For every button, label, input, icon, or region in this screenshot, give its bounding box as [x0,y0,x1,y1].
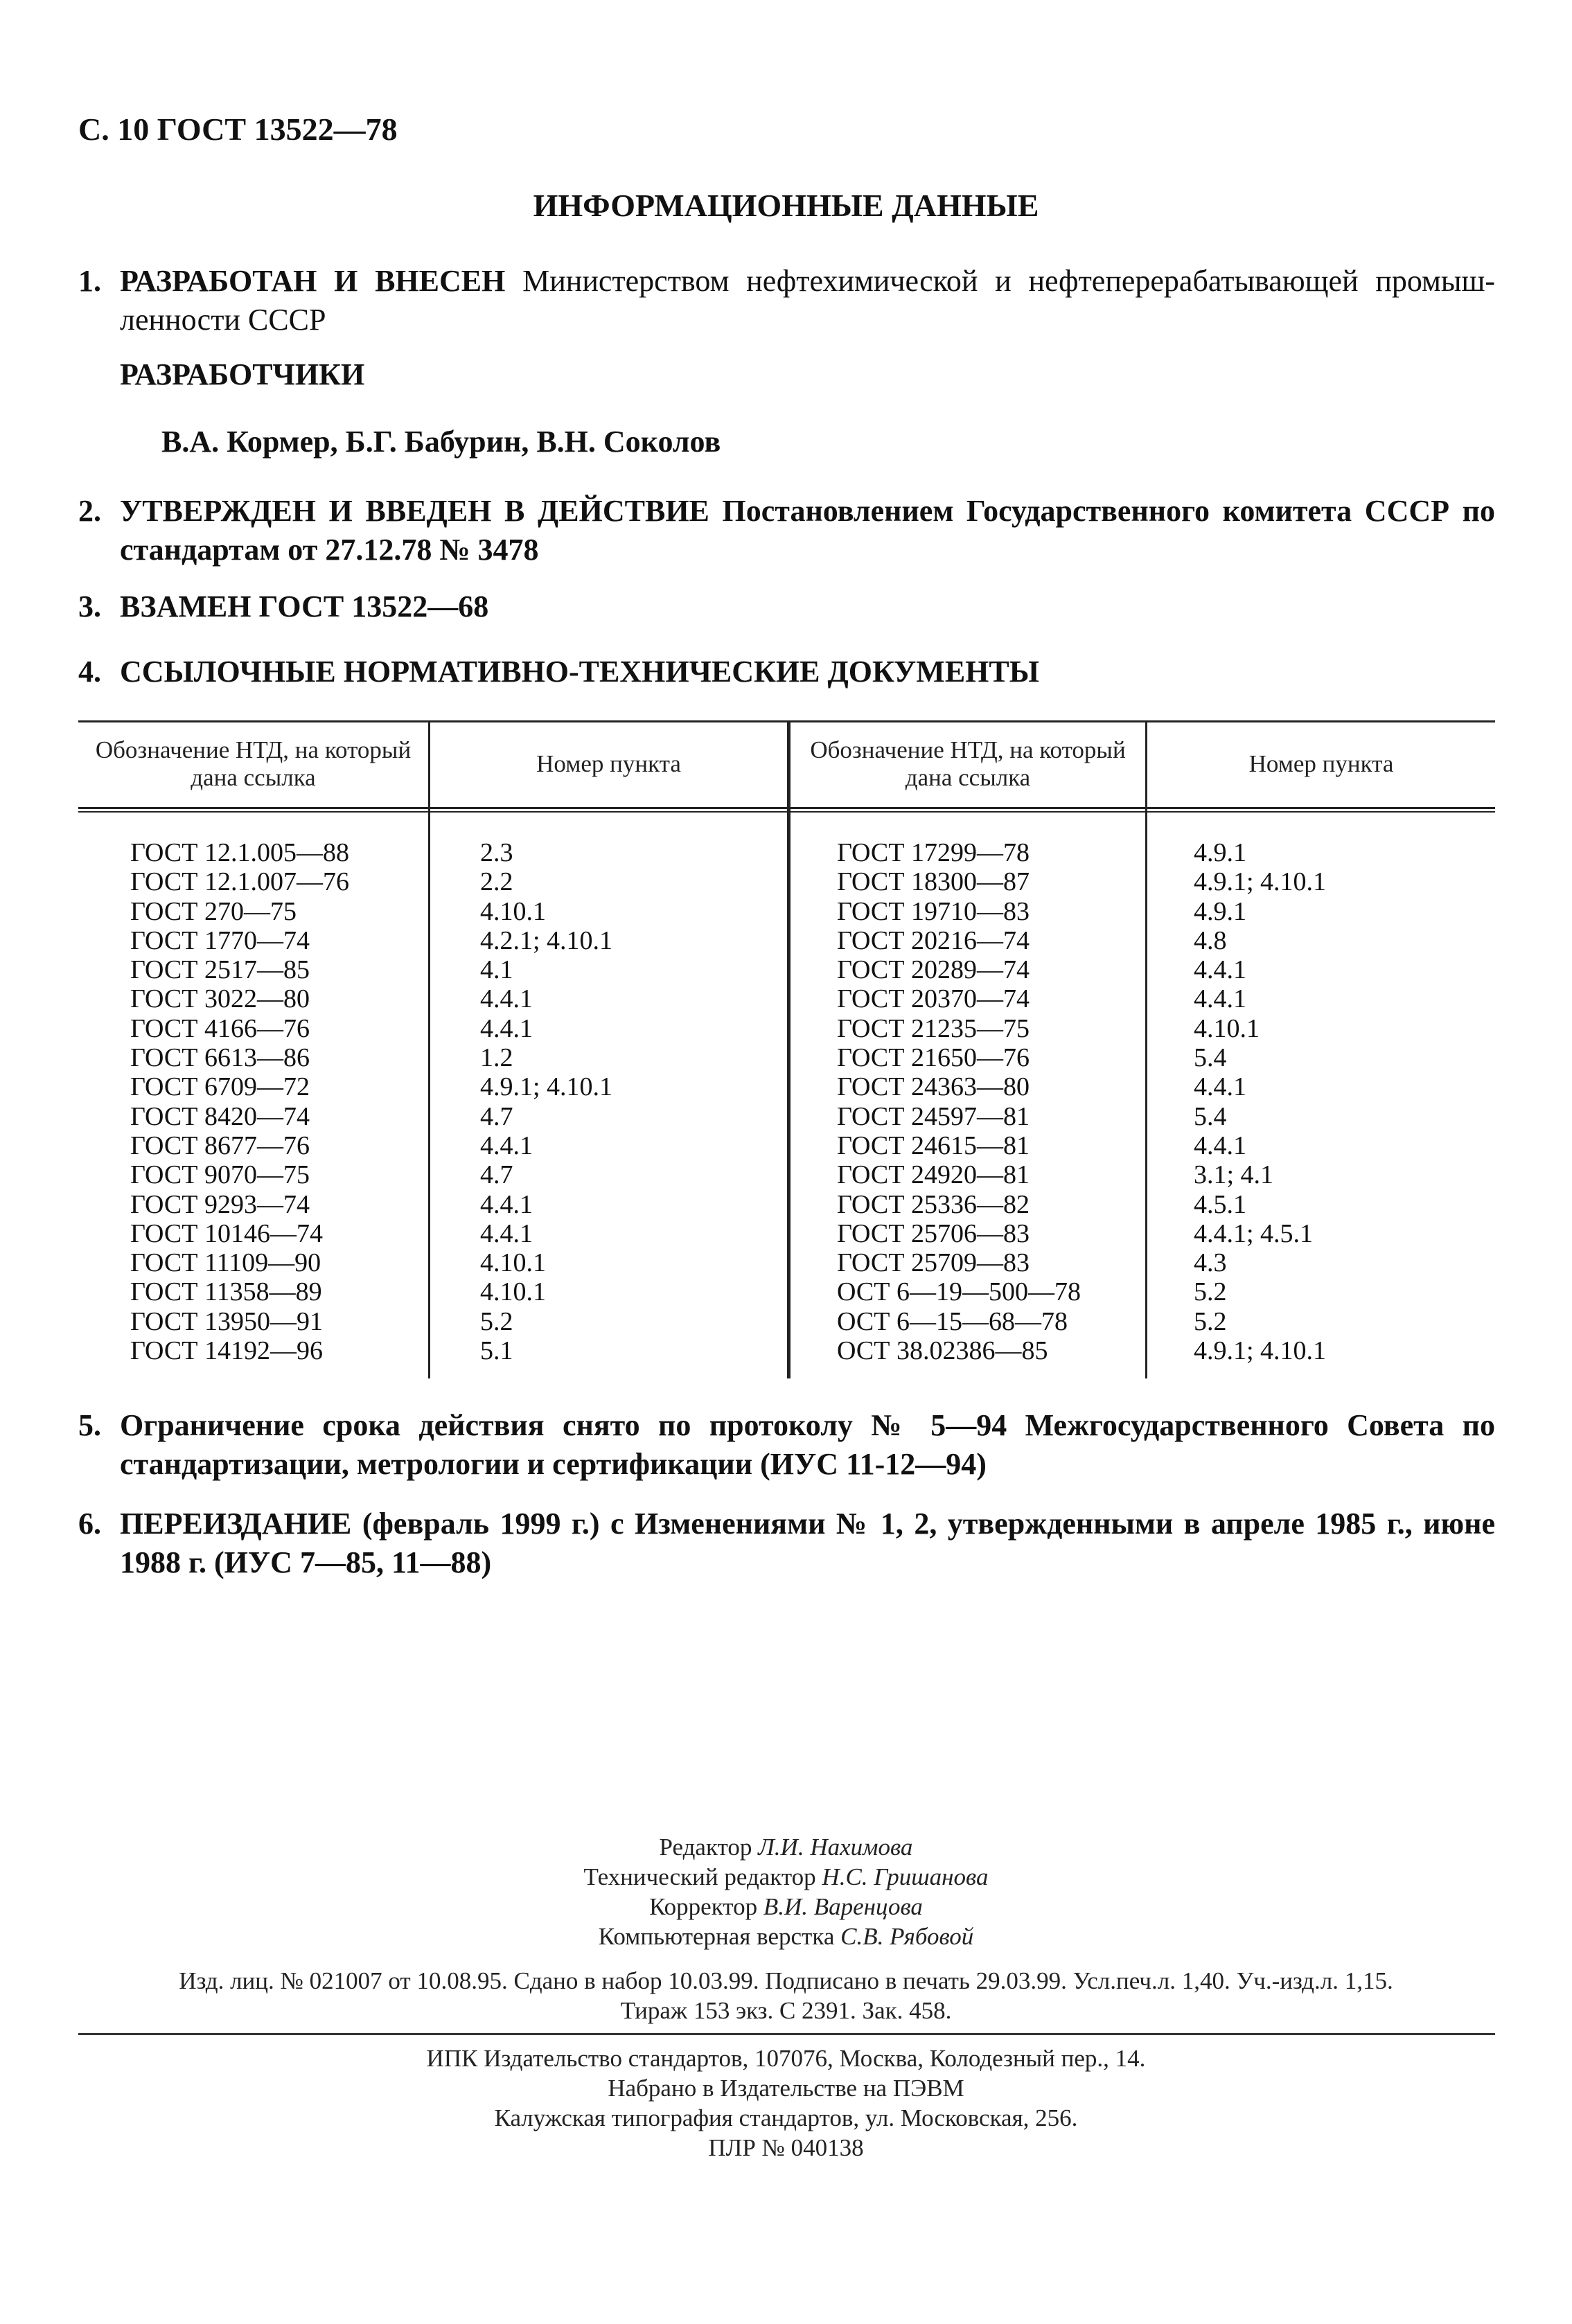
ref-point-cell: 4.10.1 [480,1248,546,1278]
ref-point-cell: 2.2 [480,867,513,897]
ref-doc-cell: ОСТ 6—19—500—78 [837,1277,1081,1307]
ref-point-cell: 5.4 [1194,1043,1227,1073]
ref-doc-cell: ГОСТ 20216—74 [837,925,1030,955]
ref-doc-cell: ГОСТ 24363—80 [837,1072,1030,1102]
ref-doc-cell: ГОСТ 25706—83 [837,1218,1030,1248]
ref-point-cell: 4.2.1; 4.10.1 [480,925,613,955]
credit-proofreader: Корректор В.И. Варенцова [649,1893,923,1920]
item-lead: ВЗАМЕН ГОСТ 13522—68 [120,589,489,623]
ref-point-cell: 4.7 [480,1101,513,1131]
reference-table [78,720,1495,1378]
page-header: С. 10 ГОСТ 13522—78 [78,112,398,147]
ref-doc-cell: ГОСТ 25709—83 [837,1248,1030,1278]
ref-point-cell: 4.1 [480,955,513,985]
ref-point-cell: 4.4.1 [480,1218,533,1248]
item-2 [78,492,1495,569]
ref-point-cell: 4.10.1 [1194,1013,1260,1043]
ref-doc-cell: ГОСТ 11358—89 [130,1277,322,1307]
column-header-point: Номер пункта [536,749,681,777]
right-doc-column [837,838,1081,1365]
publisher-line: Набрано в Издательстве на ПЭВМ [608,2075,964,2102]
item-6 [78,1505,1495,1582]
ref-point-cell: 5.2 [1194,1306,1227,1336]
ref-point-cell: 4.4.1 [1194,1130,1246,1160]
ref-point-cell: 4.4.1 [1194,955,1246,985]
column-divider [428,720,430,1378]
ref-doc-cell: ГОСТ 2517—85 [130,955,310,985]
ref-doc-cell: ГОСТ 20370—74 [837,984,1030,1014]
imprint-block [0,1966,1572,2025]
ref-doc-cell: ГОСТ 9070—75 [130,1160,310,1190]
ref-point-cell: 4.7 [480,1160,513,1190]
publisher-line: ПЛР № 040138 [708,2134,864,2161]
ref-point-cell: 4.4.1 [1194,984,1246,1014]
ref-doc-cell: ГОСТ 14192—96 [130,1336,323,1366]
ref-doc-cell: ГОСТ 25336—82 [837,1189,1030,1219]
item-lead: ПЕРЕИЗДАНИЕ [120,1507,352,1541]
ref-point-cell: 4.4.1 [480,1013,533,1043]
item-number: 4. [78,655,101,689]
item-body [120,1505,1495,1582]
item-4 [78,653,1495,691]
ref-doc-cell: ГОСТ 19710—83 [837,896,1030,926]
ref-doc-cell: ГОСТ 6709—72 [130,1072,310,1102]
ref-point-cell: 4.10.1 [480,1277,546,1307]
item-1 [78,262,1495,339]
ref-doc-cell: ГОСТ 6613—86 [130,1043,310,1073]
item-text: Ограничение срока действия снято по протоколу № 5—94 Межгосударственного Совета по стандартизации, метрологии и сертификации (ИУС 11-12—94) [120,1408,1495,1481]
ref-point-cell: 4.4.1; 4.5.1 [1194,1218,1314,1248]
credits-block [0,1832,1572,1951]
item-number: 6. [78,1507,101,1541]
developers-heading: РАЗРАБОТЧИКИ [120,357,365,391]
divider [78,2033,1495,2035]
ref-doc-cell: ГОСТ 13950—91 [130,1306,323,1336]
publisher-line: Калужская типография стандартов, ул. Московская, 256. [494,2104,1078,2131]
left-point-column [480,838,612,1365]
ref-doc-cell: ГОСТ 20289—74 [837,955,1030,985]
ref-point-cell: 4.4.1 [1194,1072,1246,1102]
column-divider-double [787,720,791,1378]
ref-doc-cell: ГОСТ 4166—76 [130,1013,310,1043]
ref-point-cell: 4.8 [1194,925,1227,955]
item-5 [78,1406,1495,1484]
ref-point-cell: 4.9.1; 4.10.1 [480,1072,613,1102]
ref-doc-cell: ГОСТ 8420—74 [130,1101,310,1131]
ref-doc-cell: ГОСТ 24920—81 [837,1160,1030,1190]
item-number: 5. [78,1408,101,1442]
item-3 [78,587,1495,626]
developers-list: В.А. Кормер, Б.Г. Бабурин, В.Н. Соколов [161,425,721,459]
item-body [120,492,1495,569]
ref-point-cell: 4.3 [1194,1248,1227,1278]
ref-point-cell: 5.1 [480,1336,513,1366]
ref-point-cell: 4.4.1 [480,1130,533,1160]
ref-doc-cell: ГОСТ 11109—90 [130,1248,321,1278]
ref-doc-cell: ГОСТ 21235—75 [837,1013,1030,1043]
ref-doc-cell: ГОСТ 18300—87 [837,867,1030,897]
ref-point-cell: 5.4 [1194,1101,1227,1131]
ref-point-cell: 4.10.1 [480,896,546,926]
ref-point-cell: 4.5.1 [1194,1189,1246,1219]
item-text: Министерством нефтехимической и нефтеперерабатывающей промышленности СССР [120,264,1495,337]
publisher-line: ИПК Издательство стандартов, 107076, Москва, Колодезный пер., 14. [426,2045,1146,2072]
ref-doc-cell: ГОСТ 24597—81 [837,1101,1030,1131]
ref-doc-cell: ГОСТ 12.1.007—76 [130,867,349,897]
ref-doc-cell: ГОСТ 17299—78 [837,838,1030,867]
column-divider [1145,720,1147,1378]
ref-doc-cell: ГОСТ 1770—74 [130,925,310,955]
item-lead: УТВЕРЖДЕН И ВВЕДЕН В ДЕЙСТВИЕ [120,494,709,528]
right-point-column [1194,838,1326,1365]
ref-doc-cell: ГОСТ 21650—76 [837,1043,1030,1073]
item-number: 1. [78,264,101,298]
item-number: 3. [78,589,101,623]
ref-point-cell: 5.2 [480,1306,513,1336]
item-body [120,262,1495,339]
ref-doc-cell: ГОСТ 24615—81 [837,1130,1030,1160]
ref-doc-cell: ГОСТ 270—75 [130,896,297,926]
left-doc-column [130,838,349,1365]
imprint-line: Тираж 153 экз. С 2391. Зак. 458. [620,1997,952,2024]
ref-doc-cell: ГОСТ 12.1.005—88 [130,838,349,867]
ref-point-cell: 4.9.1 [1194,896,1246,926]
credit-tech-editor: Технический редактор Н.С. Гришанова [583,1863,989,1890]
item-number: 2. [78,494,101,528]
ref-point-cell: 4.4.1 [480,984,533,1014]
item-lead: ССЫЛОЧНЫЕ НОРМАТИВНО-ТЕХНИЧЕСКИЕ ДОКУМЕНТЫ [120,655,1039,689]
ref-point-cell: 1.2 [480,1043,513,1073]
ref-doc-cell: ГОСТ 9293—74 [130,1189,310,1219]
page-title: ИНФОРМАЦИОННЫЕ ДАННЫЕ [533,188,1039,223]
ref-doc-cell: ГОСТ 3022—80 [130,984,310,1014]
column-header-point: Номер пункта [1248,749,1394,777]
ref-doc-cell: ГОСТ 10146—74 [130,1218,323,1248]
ref-point-cell: 4.9.1; 4.10.1 [1194,1336,1327,1366]
publisher-block [0,2043,1572,2163]
ref-point-cell: 4.9.1 [1194,838,1246,867]
item-text: (февраль 1999 г.) с Изменениями № 1, 2, утвержденными в апреле 1985 г., июне 1988 г. (ИУС 7—85, 11—88) [120,1507,1495,1579]
ref-point-cell: 3.1; 4.1 [1194,1160,1274,1190]
ref-point-cell: 2.3 [480,838,513,867]
ref-doc-cell: ОСТ 38.02386—85 [837,1336,1048,1366]
column-header-doc: Обозначение НТД, на который дана ссылка [810,736,1126,791]
column-header-doc: Обозначение НТД, на который дана ссылка [95,736,412,791]
credit-layout: Компьютерная верстка С.В. Рябовой [598,1923,974,1950]
item-text: Постановлением Государственного комитета СССР по стандартам от 27.12.78 № 3478 [120,494,1496,567]
imprint-line: Изд. лиц. № 021007 от 10.08.95. Сдано в набор 10.03.99. Подписано в печать 29.03.99. Усл.печ.л. 1,40. Уч.-изд.л. 1,15. [179,1967,1393,1994]
ref-doc-cell: ОСТ 6—15—68—78 [837,1306,1068,1336]
ref-point-cell: 4.9.1; 4.10.1 [1194,867,1327,897]
credit-editor: Редактор Л.И. Нахимова [659,1834,913,1861]
ref-doc-cell: ГОСТ 8677—76 [130,1130,310,1160]
ref-point-cell: 5.2 [1194,1277,1227,1307]
ref-point-cell: 4.4.1 [480,1189,533,1219]
item-lead: РАЗРАБОТАН И ВНЕСЕН [120,264,506,298]
